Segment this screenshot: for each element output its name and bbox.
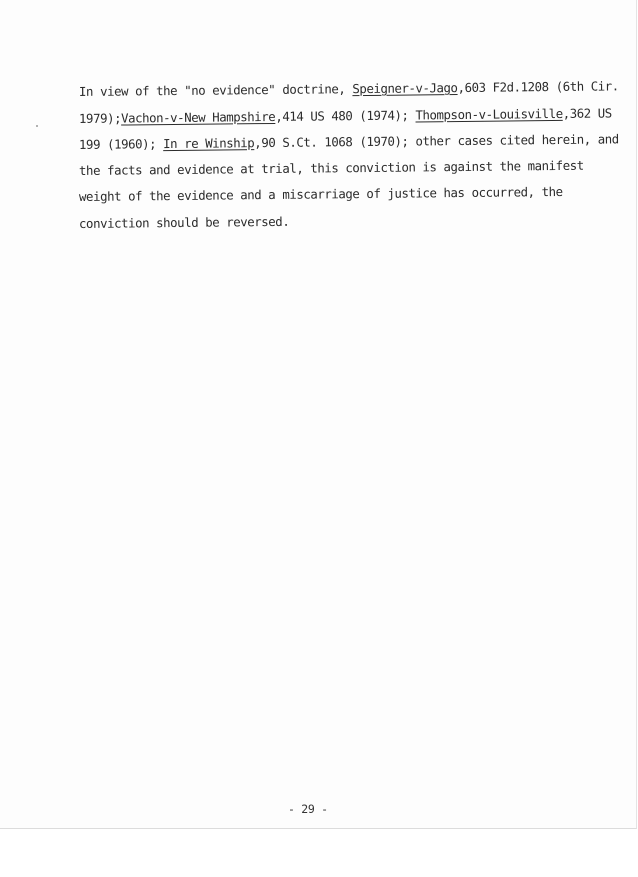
paragraph-line-4 — [79, 158, 584, 178]
paragraph-line-6 — [79, 214, 289, 231]
line-4-text: the facts and evidence at trial, this conviction is against the manifest — [78, 157, 584, 178]
line-5-text: weight of the evidence and a miscarriage of justice has occurred, the — [78, 183, 563, 204]
scan-margin — [0, 829, 638, 877]
case-citation-speigner-v-jago: Speigner-v-Jago — [352, 80, 458, 97]
line-2-text-end: ,362 US — [562, 105, 612, 121]
line-1-text: In view of the "no evidence" doctrine, — [78, 81, 353, 99]
line-3-text: 199 (1960); — [78, 136, 164, 152]
case-citation-in-re-winship: In re Winship — [163, 135, 255, 152]
paragraph-line-2 — [79, 105, 612, 126]
case-citation-vachon-v-new-hampshire: Vachon-v-New Hampshire — [120, 108, 276, 126]
paragraph-line-1 — [79, 78, 619, 99]
paragraph-line-5 — [79, 184, 563, 204]
line-2-text: 1979); — [78, 110, 122, 126]
case-citation-thompson-v-louisville: Thompson-v-Louisville — [415, 105, 563, 123]
line-2-text-mid: ,414 US 480 (1974); — [275, 107, 416, 124]
line-1-text-cont: ,603 F2d.1208 (6th Cir. — [457, 78, 619, 96]
scan-speck — [36, 125, 38, 127]
paragraph-line-3 — [79, 131, 619, 152]
line-3-text-cont: ,90 S.Ct. 1068 (1970); other cases cited herein, and — [254, 131, 619, 151]
line-6-text: conviction should be reversed. — [78, 213, 290, 231]
page-number: - 29 - — [288, 802, 328, 816]
